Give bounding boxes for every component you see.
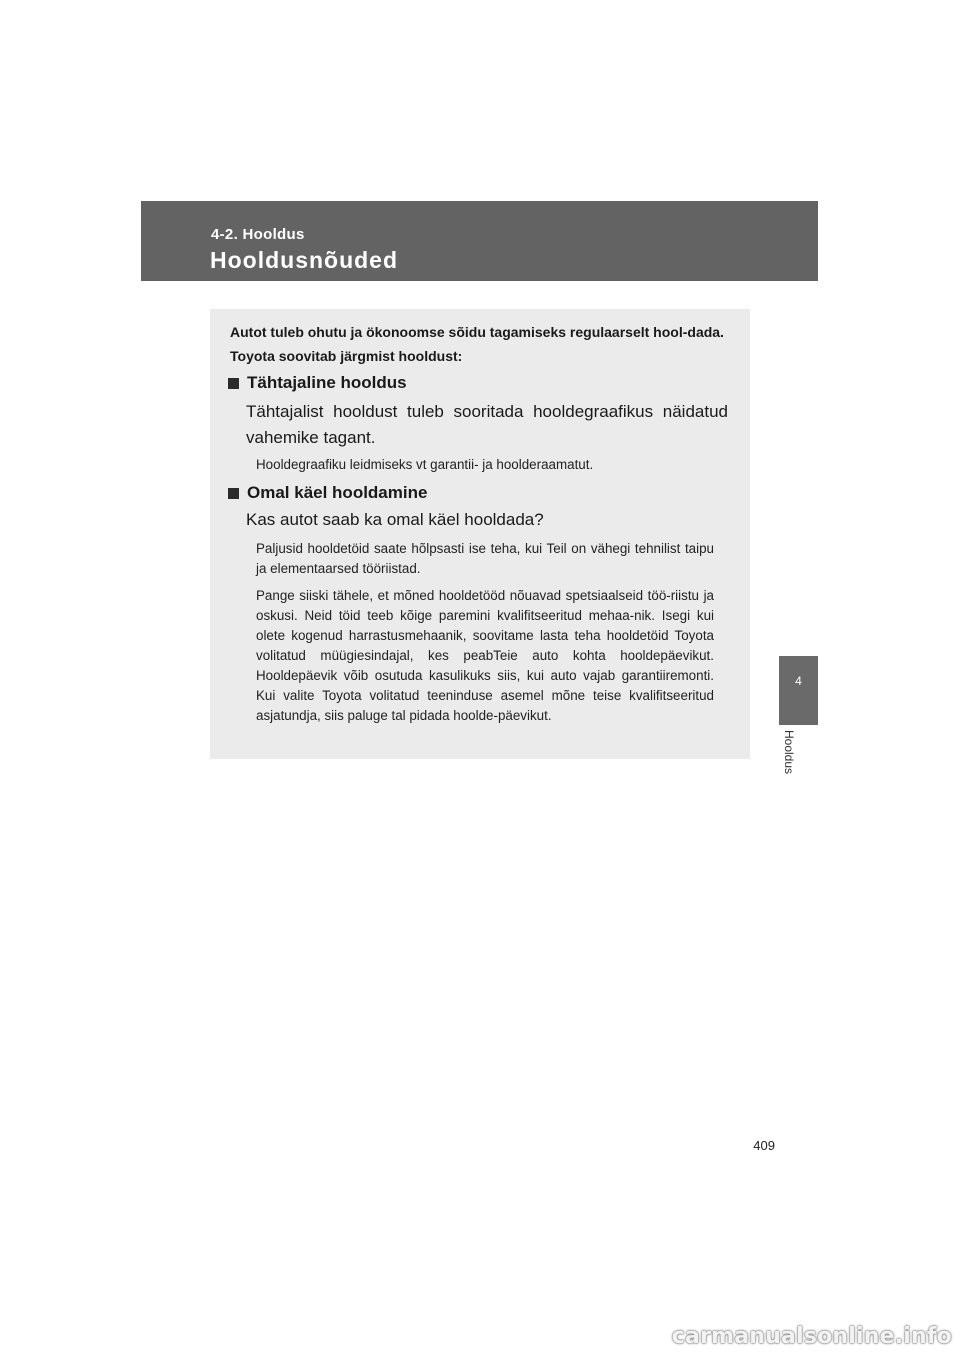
heading-text: Omal käel hooldamine [247,483,428,502]
heading-text: Tähtajaline hooldus [247,373,407,392]
square-bullet-icon [228,488,239,499]
body-diy-maintenance: Kas autot saab ka omal käel hooldada? [246,510,544,529]
note-diy-dealer: Pange siiski tähele, et mõned hooldetööd nõuavad spetsiaalseid töö-riistu ja oskusi. Neid töid teeb kõige paremini kvalifitseeritud mehaa-nik. Isegi kui olete kogenud harrastusmehaanik, soovitame lasta teha hooldetöid Toyota volitatud müügiesindajal, kes peabTeie auto kohta hooldepäevikut. Hooldepäevik võib osutuda kasulikuks siis, kui auto vajab garantiiremonti. Kui valite Toyota volitatud teeninduse asemel mõne teise kvalifitseeritud asjatundja, siis paluge tal pidada hoolde-päevikut. [256,588,714,723]
note-maintenance-schedule: Hooldegraafiku leidmiseks vt garantii- ja hoolderaamatut. [256,457,594,472]
note-diy-tools: Paljusid hooldetöid saate hõlpsasti ise teha, kui Teil on vähegi tehnilist taipu ja elementaarsed tööriistad. [256,541,714,576]
chapter-side-label [782,730,816,790]
chapter-header [141,201,818,281]
body-scheduled-maintenance: Tähtajalist hooldust tuleb sooritada hooldegraafikus näidatud vahemike tagant. [246,402,728,447]
section-label: 4-2. Hooldus [211,226,305,243]
heading-diy-maintenance [228,483,427,503]
chapter-tab [779,656,818,725]
page-number: 409 [753,1138,775,1153]
square-bullet-icon [228,378,239,389]
watermark: carmanualsonline.info [671,1324,952,1349]
chapter-label-text: Hooldus [782,730,796,775]
page-title: Hooldusnõuded [210,247,399,273]
content-box [210,309,750,759]
heading-scheduled-maintenance [228,373,407,393]
chapter-number: 4 [795,674,802,688]
intro-text: Autot tuleb ohutu ja ökonoomse sõidu tagamiseks regulaarselt hool-dada. Toyota soovitab järgmist hooldust: [230,324,724,364]
